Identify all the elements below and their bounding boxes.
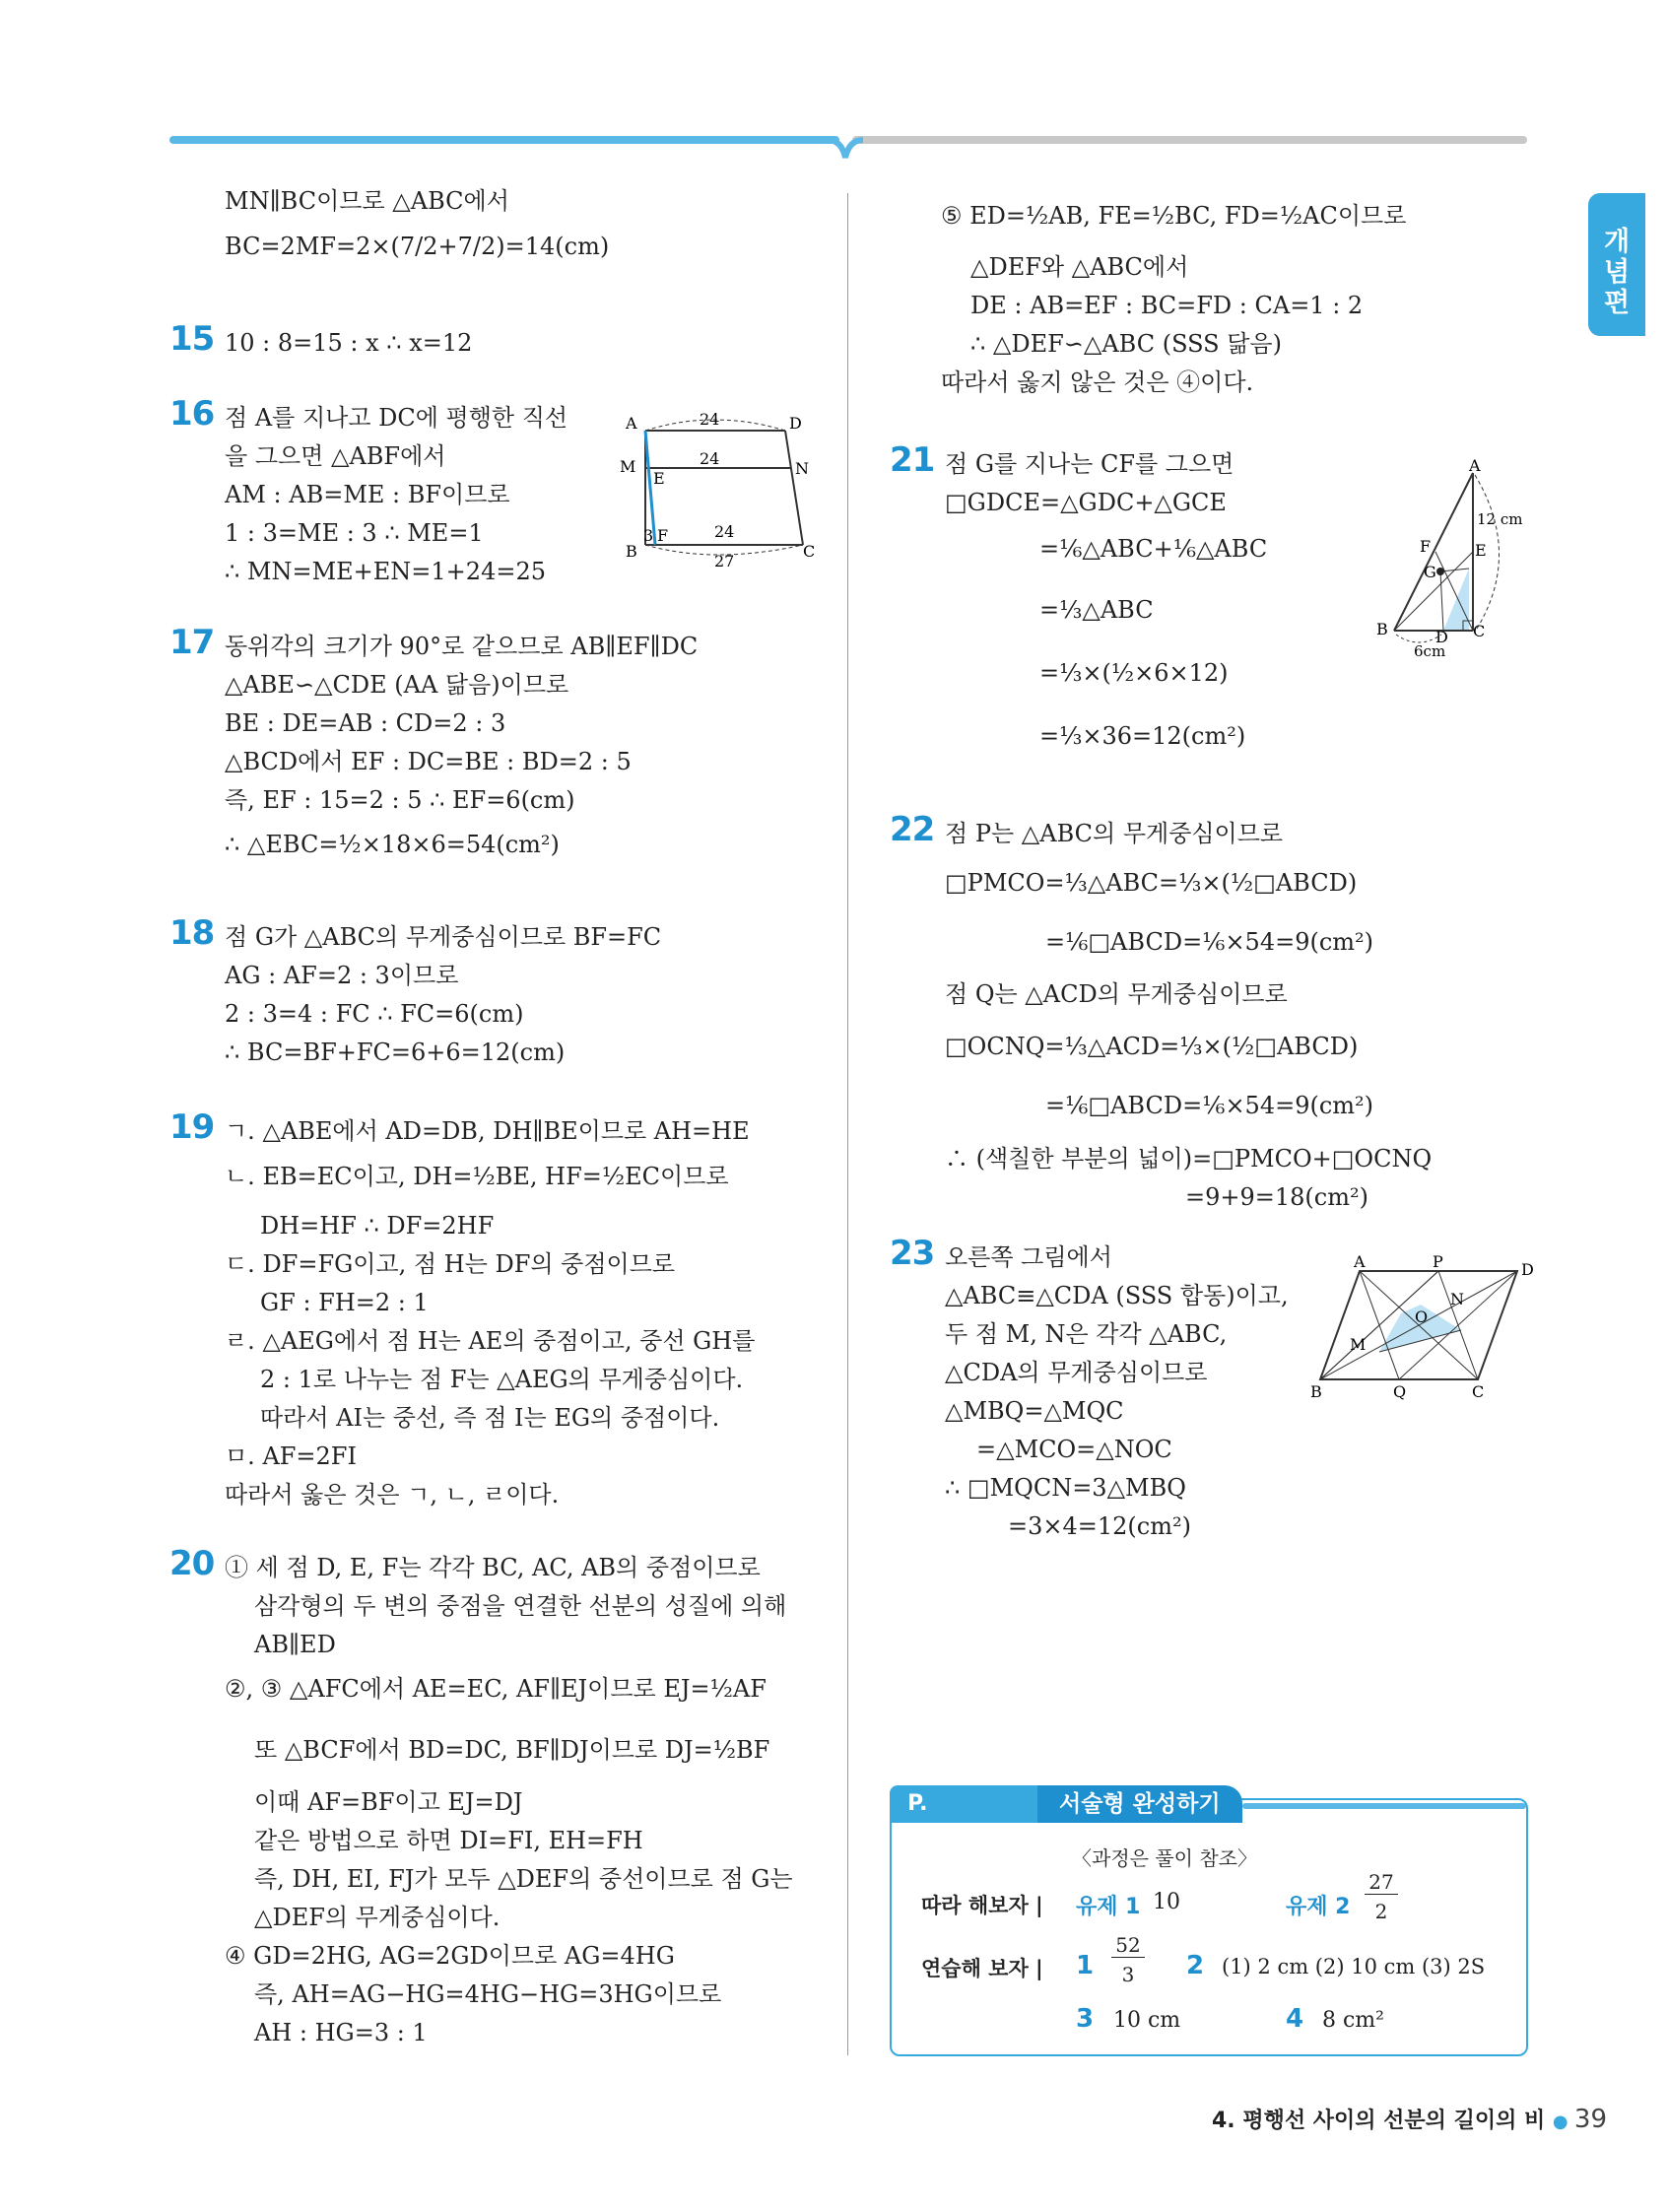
solution-line: 즉, DH, EI, FJ가 모두 △DEF의 중선이므로 점 G는 bbox=[254, 1865, 793, 1893]
problem-number: 18 bbox=[169, 913, 215, 953]
practice-3-number: 3 bbox=[1076, 2004, 1095, 2034]
fig21-label-C: C bbox=[1473, 622, 1486, 640]
fig16-three: 3 bbox=[643, 526, 654, 545]
problem-number: 16 bbox=[169, 394, 215, 434]
solution-line: AH : HG=3 : 1 bbox=[254, 2019, 428, 2046]
top-bar-right bbox=[852, 136, 1527, 144]
bullet-icon: ● bbox=[1552, 2111, 1574, 2132]
fig23-label-P: P bbox=[1433, 1252, 1443, 1271]
fig16-label-B: B bbox=[626, 542, 637, 561]
figure-23-parallelogram bbox=[1310, 1251, 1537, 1399]
solution-line: ㄷ. DF=FG이고, 점 H는 DF의 중점이므로 bbox=[225, 1250, 676, 1278]
practice-1-number: 1 bbox=[1076, 1951, 1095, 1980]
fig16-mid-length: 24 bbox=[700, 449, 720, 468]
solution-line: 점 A를 지나고 DC에 평행한 직선 bbox=[225, 404, 568, 432]
fig16-label-E: E bbox=[653, 469, 665, 488]
fig16-low-length: 24 bbox=[714, 522, 735, 541]
summary-note: 〈과정은 풀이 참조〉 bbox=[1072, 1846, 1257, 1870]
fig23-label-D: D bbox=[1521, 1260, 1534, 1279]
fig23-label-B: B bbox=[1310, 1382, 1322, 1401]
solution-line: ㅁ. AF=2FI bbox=[225, 1442, 357, 1470]
page-number: 39 bbox=[1573, 2105, 1607, 2134]
practice-4-value: 8 cm² bbox=[1322, 2008, 1384, 2033]
solution-line: 삼각형의 두 변의 중점을 연결한 선분의 성질에 의해 bbox=[254, 1592, 787, 1620]
solution-line: △BCD에서 EF : DC=BE : BD=2 : 5 bbox=[225, 748, 632, 775]
solution-line: ㄹ. △AEG에서 점 H는 AE의 중점이고, 중선 GH를 bbox=[225, 1327, 756, 1355]
fig23-label-N: N bbox=[1450, 1290, 1464, 1308]
side-tab-label: 개념편 bbox=[1603, 227, 1631, 318]
solution-line: ∴ △EBC=½×18×6=54(cm²) bbox=[225, 831, 560, 858]
practice-3-value: 10 cm bbox=[1113, 2008, 1181, 2033]
problem-number: 22 bbox=[890, 810, 935, 849]
solution-line: △MBQ=△MQC bbox=[945, 1397, 1124, 1425]
solution-line: AB∥ED bbox=[254, 1631, 336, 1658]
ex2-denominator: 2 bbox=[1374, 1900, 1388, 1923]
solution-line: ∴ △DEF∽△ABC (SSS 닮음) bbox=[970, 330, 1282, 358]
solution-line: 2 : 3=4 : FC ∴ FC=6(cm) bbox=[225, 1000, 524, 1028]
page-footer bbox=[1212, 2104, 1607, 2134]
top-bar-left bbox=[169, 136, 839, 144]
solution-line: △DEF와 △ABC에서 bbox=[970, 253, 1189, 281]
figure-21-triangle bbox=[1374, 455, 1537, 662]
fig21-label-D: D bbox=[1435, 628, 1448, 646]
solution-line: =⅓△ABC bbox=[1039, 596, 1154, 624]
fig21-label-F: F bbox=[1420, 537, 1432, 556]
fig16-label-D: D bbox=[789, 414, 802, 433]
figure-16-trapezoid bbox=[616, 409, 816, 570]
solution-line: ∴ BC=BF+FC=6+6=12(cm) bbox=[225, 1039, 566, 1066]
problem-number: 15 bbox=[169, 319, 215, 359]
solution-line: 동위각의 크기가 90°로 같으므로 AB∥EF∥DC bbox=[225, 633, 699, 660]
intro-line: BC=2MF=2×(7/2+7/2)=14(cm) bbox=[225, 233, 610, 260]
practice-label: 연습해 보자 | bbox=[921, 1957, 1043, 1980]
solution-line: 1 : 3=ME : 3 ∴ ME=1 bbox=[225, 519, 484, 547]
solution-line: △DEF의 무게중심이다. bbox=[254, 1904, 500, 1931]
fig16-bottom-length: 27 bbox=[714, 552, 735, 570]
solution-line: □GDCE=△GDC+△GCE bbox=[945, 489, 1227, 516]
fig16-label-A: A bbox=[626, 414, 637, 433]
fig16-label-F: F bbox=[657, 526, 669, 545]
practice-1-numerator: 52 bbox=[1111, 1933, 1145, 1958]
solution-line: ① 세 점 D, E, F는 각각 BC, AC, AB의 중점이므로 bbox=[225, 1554, 761, 1581]
summary-title: 서술형 완성하기 bbox=[1037, 1785, 1242, 1823]
solution-line: 점 P는 △ABC의 무게중심이므로 bbox=[945, 820, 1284, 847]
solution-line: △CDA의 무게중심이므로 bbox=[945, 1359, 1208, 1386]
solution-line: =△MCO=△NOC bbox=[976, 1436, 1172, 1463]
solution-line: 이때 AF=BF이고 EJ=DJ bbox=[254, 1788, 523, 1816]
summary-strip bbox=[1242, 1803, 1526, 1809]
fig21-label-A: A bbox=[1469, 456, 1481, 475]
solution-line: =⅓×36=12(cm²) bbox=[1039, 722, 1246, 750]
solution-line: 두 점 M, N은 각각 △ABC, bbox=[945, 1320, 1228, 1348]
solution-line: 오른쪽 그림에서 bbox=[945, 1243, 1112, 1271]
column-divider bbox=[847, 193, 848, 2055]
fig23-label-Q: Q bbox=[1393, 1382, 1407, 1401]
solution-line: AM : AB=ME : BF이므로 bbox=[225, 481, 510, 508]
solution-line: ∴ (색칠한 부분의 넓이)=□PMCO+□OCNQ bbox=[945, 1145, 1433, 1173]
intro-line: MN∥BC이므로 △ABC에서 bbox=[225, 187, 509, 215]
solution-line: 따라서 옳은 것은 ㄱ, ㄴ, ㄹ이다. bbox=[225, 1481, 560, 1508]
solution-line: □PMCO=⅓△ABC=⅓×(½□ABCD) bbox=[945, 869, 1358, 897]
solution-line: 즉, EF : 15=2 : 5 ∴ EF=6(cm) bbox=[225, 786, 575, 814]
solution-line: AG : AF=2 : 3이므로 bbox=[225, 962, 459, 989]
ex1-label: 유제 1 bbox=[1076, 1895, 1141, 1919]
fig16-label-C: C bbox=[803, 542, 816, 561]
fig21-label-E: E bbox=[1475, 541, 1487, 560]
top-bar-notch bbox=[828, 136, 863, 162]
solution-line: ∴ □MQCN=3△MBQ bbox=[945, 1474, 1186, 1502]
solution-line: 같은 방법으로 하면 DI=FI, EH=FH bbox=[254, 1827, 643, 1854]
solution-line: DH=HF ∴ DF=2HF bbox=[260, 1212, 495, 1240]
fig21-side-length: 12 cm bbox=[1477, 510, 1523, 528]
problem-number: 17 bbox=[169, 623, 215, 662]
solution-line: 점 G가 △ABC의 무게중심이므로 BF=FC bbox=[225, 923, 662, 951]
solution-line: 10 : 8=15 : x ∴ x=12 bbox=[225, 329, 473, 357]
practice-1-denominator: 3 bbox=[1121, 1963, 1135, 1986]
solution-line: =9+9=18(cm²) bbox=[1185, 1183, 1368, 1211]
solution-line: BE : DE=AB : CD=2 : 3 bbox=[225, 709, 506, 737]
solution-line: DE : AB=EF : BC=FD : CA=1 : 2 bbox=[970, 292, 1364, 319]
solution-line: =⅓×(½×6×12) bbox=[1039, 659, 1229, 687]
solution-line: ⑤ ED=½AB, FE=½BC, FD=½AC이므로 bbox=[941, 202, 1407, 230]
solution-line: △ABE∽△CDE (AA 닮음)이므로 bbox=[225, 671, 569, 699]
fig23-label-C: C bbox=[1472, 1382, 1485, 1401]
ex1-value: 10 bbox=[1153, 1890, 1180, 1914]
fig16-label-M: M bbox=[620, 457, 636, 476]
summary-header bbox=[890, 1785, 1528, 1853]
problem-number: 20 bbox=[169, 1544, 215, 1583]
problem-number: 23 bbox=[890, 1234, 935, 1273]
summary-page-tag: P. 116~117 bbox=[890, 1785, 1037, 1823]
solution-line: ②, ③ △AFC에서 AE=EC, AF∥EJ이므로 EJ=½AF bbox=[225, 1675, 767, 1703]
solution-line: ∴ MN=ME+EN=1+24=25 bbox=[225, 558, 546, 585]
solution-line: △ABC≡△CDA (SSS 합동)이고, bbox=[945, 1282, 1289, 1309]
ex2-numerator: 27 bbox=[1365, 1870, 1398, 1895]
solution-line: 즉, AH=AG−HG=4HG−HG=3HG이므로 bbox=[254, 1980, 722, 2008]
solution-line: =⅙△ABC+⅙△ABC bbox=[1039, 535, 1268, 563]
follow-label: 따라 해보자 | bbox=[921, 1894, 1043, 1917]
fig16-label-N: N bbox=[795, 459, 809, 478]
side-tab bbox=[1588, 193, 1645, 336]
fig23-label-A: A bbox=[1354, 1252, 1366, 1271]
solution-line: 점 Q는 △ACD의 무게중심이므로 bbox=[945, 980, 1288, 1008]
fig21-label-B: B bbox=[1376, 620, 1388, 638]
problem-number: 21 bbox=[890, 440, 935, 480]
fig23-label-M: M bbox=[1350, 1335, 1367, 1354]
solution-line: 따라서 옳지 않은 것은 ④이다. bbox=[941, 369, 1254, 396]
fig16-top-length: 24 bbox=[700, 410, 720, 429]
fig21-base-length: 6cm bbox=[1414, 642, 1446, 660]
solution-line: 을 그으면 △ABF에서 bbox=[225, 442, 446, 470]
solution-line: 2 : 1로 나누는 점 F는 △AEG의 무게중심이다. bbox=[260, 1366, 744, 1393]
solution-line: =3×4=12(cm²) bbox=[1008, 1512, 1191, 1540]
solution-line: =⅙□ABCD=⅙×54=9(cm²) bbox=[1045, 928, 1374, 956]
practice-4-number: 4 bbox=[1286, 2004, 1304, 2034]
solution-line: ④ GD=2HG, AG=2GD이므로 AG=4HG bbox=[225, 1942, 675, 1970]
solution-line: □OCNQ=⅓△ACD=⅓×(½□ABCD) bbox=[945, 1033, 1359, 1060]
solution-line: 따라서 AI는 중선, 즉 점 I는 EG의 중점이다. bbox=[260, 1404, 720, 1432]
practice-2-value: (1) 2 cm (2) 10 cm (3) 2S bbox=[1222, 1955, 1486, 1978]
solution-line: ㄴ. EB=EC이고, DH=½BE, HF=½EC이므로 bbox=[225, 1163, 729, 1190]
fig21-label-G: G bbox=[1424, 563, 1436, 581]
chapter-title: 4. 평행선 사이의 선분의 길이의 비 bbox=[1212, 2109, 1546, 2133]
solution-line: =⅙□ABCD=⅙×54=9(cm²) bbox=[1045, 1092, 1374, 1119]
problem-number: 19 bbox=[169, 1107, 215, 1147]
fig23-label-O: O bbox=[1415, 1307, 1429, 1326]
solution-line: ㄱ. △ABE에서 AD=DB, DH∥BE이므로 AH=HE bbox=[225, 1117, 750, 1145]
solution-line: 또 △BCF에서 BD=DC, BF∥DJ이므로 DJ=½BF bbox=[254, 1736, 770, 1764]
ex2-label: 유제 2 bbox=[1286, 1895, 1351, 1919]
solution-line: 점 G를 지나는 CF를 그으면 bbox=[945, 450, 1234, 478]
practice-2-number: 2 bbox=[1186, 1951, 1205, 1980]
solution-line: GF : FH=2 : 1 bbox=[260, 1289, 429, 1316]
